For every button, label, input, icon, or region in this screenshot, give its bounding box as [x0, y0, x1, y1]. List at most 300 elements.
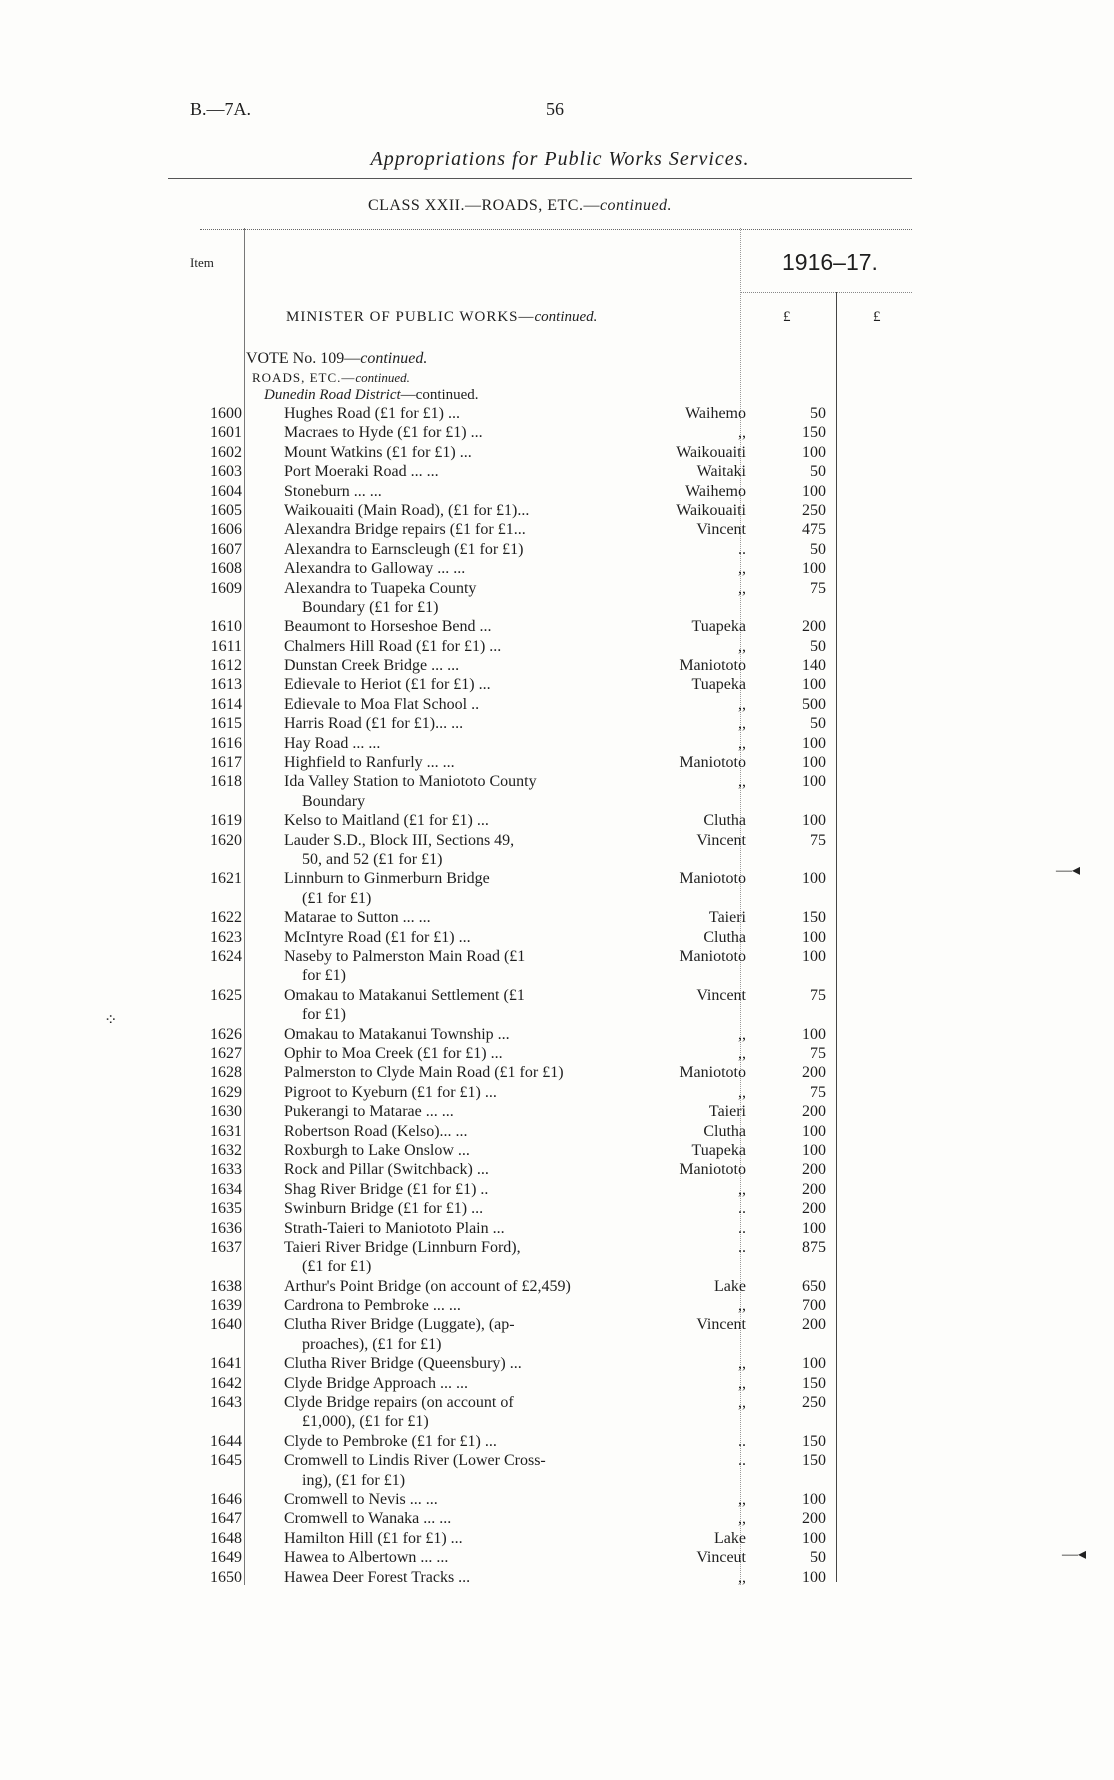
item-number: 1644	[210, 1432, 242, 1450]
county-district: Vinceut	[696, 1549, 746, 1567]
amount: 100	[802, 1122, 826, 1140]
road-name	[284, 559, 636, 578]
road-name	[284, 734, 636, 753]
table-row	[0, 579, 1114, 618]
road-name	[284, 462, 636, 481]
item-number: 1613	[210, 676, 242, 694]
table-row	[0, 1568, 1114, 1587]
road-name	[284, 1141, 636, 1160]
road-name-continuation: £1,000), (£1 for £1)	[302, 1413, 429, 1431]
table-row	[0, 559, 1114, 578]
table-row	[0, 1509, 1114, 1528]
road-name	[284, 1393, 636, 1432]
item-number: 1637	[210, 1238, 242, 1256]
road-name	[284, 501, 636, 520]
item-number: 1639	[210, 1297, 242, 1315]
table-row	[0, 1063, 1114, 1082]
road-name	[284, 908, 636, 927]
road-name	[284, 1083, 636, 1102]
county-district: ,,	[738, 1044, 746, 1062]
table-row	[0, 1296, 1114, 1315]
road-name	[284, 1374, 636, 1393]
amount: 100	[802, 1491, 826, 1509]
county-district: ,,	[738, 1180, 746, 1198]
road-name-line: Clutha River Bridge (Queensbury) ...	[284, 1355, 522, 1373]
road-name-continuation: (£1 for £1)	[302, 889, 372, 907]
item-number: 1606	[210, 521, 242, 539]
county-district: Maniototo	[679, 948, 746, 965]
item-number: 1623	[210, 928, 242, 946]
item-number: 1628	[210, 1064, 242, 1082]
amount: 100	[802, 870, 826, 888]
item-number: 1610	[210, 618, 242, 636]
road-name-line: Hay Road ... ...	[284, 734, 381, 752]
table-row	[0, 714, 1114, 733]
item-number: 1631	[210, 1122, 242, 1140]
county-district: ..	[738, 540, 746, 558]
road-name	[284, 986, 636, 1025]
road-name-continuation: Boundary (£1 for £1)	[302, 598, 439, 616]
road-name	[284, 1296, 636, 1315]
table-row	[0, 1102, 1114, 1121]
item-number: 1604	[210, 482, 242, 500]
road-name	[284, 1490, 636, 1509]
vote-heading-continued: continued.	[360, 350, 428, 367]
pound-sign-column-1: £	[783, 309, 791, 325]
road-name-line: Alexandra to Galloway ... ...	[284, 560, 466, 578]
item-number: 1642	[210, 1374, 242, 1392]
amount: 50	[810, 715, 826, 733]
item-number: 1607	[210, 540, 242, 558]
year-header-rule	[740, 292, 912, 293]
amount: 140	[802, 657, 826, 675]
road-name-continuation: 50, and 52 (£1 for £1)	[302, 851, 443, 869]
county-district: Tuapeka	[691, 676, 746, 694]
road-name-line: Ida Valley Station to Maniototo County	[284, 773, 537, 791]
road-name-continuation: for £1)	[302, 1006, 346, 1024]
amount: 500	[802, 695, 826, 713]
county-district: ,,	[738, 773, 746, 791]
table-row	[0, 928, 1114, 947]
amount: 100	[802, 1355, 826, 1373]
road-name-line: Port Moeraki Road ... ...	[284, 463, 439, 481]
table-row	[0, 540, 1114, 559]
road-name-line: Dunstan Creek Bridge ... ...	[284, 657, 460, 675]
road-name-continuation: ing), (£1 for £1)	[302, 1471, 406, 1489]
appropriation-table	[0, 404, 1114, 1587]
district-heading-name: Dunedin Road District	[264, 387, 401, 403]
road-name-line: Edievale to Moa Flat School ..	[284, 695, 480, 713]
road-name	[284, 869, 636, 908]
amount: 100	[802, 1219, 826, 1237]
road-name-line: Shag River Bridge (£1 for £1) ..	[284, 1180, 489, 1198]
roads-subheading-text: ROADS, ETC.—	[252, 370, 356, 385]
table-row	[0, 1083, 1114, 1102]
road-name-line: Ophir to Moa Creek (£1 for £1) ...	[284, 1044, 503, 1062]
amount: 150	[802, 1452, 826, 1470]
road-name-line: Rock and Pillar (Switchback) ...	[284, 1161, 489, 1179]
county-district: ,,	[738, 1374, 746, 1392]
table-row	[0, 1374, 1114, 1393]
item-number: 1617	[210, 754, 242, 772]
road-name	[284, 1025, 636, 1044]
amount: 50	[810, 463, 826, 481]
road-name	[284, 423, 636, 442]
amount: 50	[810, 1549, 826, 1567]
item-number: 1640	[210, 1316, 242, 1334]
road-name	[284, 1199, 636, 1218]
district-heading-continued: —continued.	[400, 387, 479, 403]
item-number: 1601	[210, 424, 242, 442]
table-row	[0, 675, 1114, 694]
table-row	[0, 986, 1114, 1025]
county-district: ,,	[738, 1491, 746, 1509]
county-district: Maniototo	[679, 1161, 746, 1179]
road-name-line: Hawea to Albertown ... ...	[284, 1549, 449, 1567]
table-row	[0, 423, 1114, 442]
road-name-line: Arthur's Point Bridge (on account of £2,459)	[284, 1277, 571, 1295]
year-column-header: 1916–17.	[782, 249, 878, 275]
county-district: Tuapeka	[691, 1141, 746, 1159]
county-district: ,,	[738, 1083, 746, 1101]
road-name-line: Clyde Bridge repairs (on account of	[284, 1394, 514, 1412]
road-name	[284, 1548, 636, 1567]
minister-heading-continued: continued.	[534, 309, 598, 325]
county-district: ,,	[738, 1510, 746, 1528]
road-name-line: Cardrona to Pembroke ... ...	[284, 1297, 461, 1315]
table-row	[0, 1432, 1114, 1451]
table-row	[0, 734, 1114, 753]
table-row	[0, 1548, 1114, 1567]
road-name-line: Clutha River Bridge (Luggate), (ap-	[284, 1316, 515, 1334]
item-number: 1636	[210, 1219, 242, 1237]
amount: 75	[810, 579, 826, 597]
county-district: ..	[738, 1452, 746, 1470]
item-number: 1638	[210, 1277, 242, 1295]
table-row	[0, 1451, 1114, 1490]
item-number: 1622	[210, 909, 242, 927]
item-number: 1612	[210, 657, 242, 675]
amount: 100	[802, 482, 826, 500]
item-number: 1602	[210, 443, 242, 461]
road-name-continuation: (£1 for £1)	[302, 1258, 372, 1276]
item-number: 1600	[210, 405, 242, 422]
road-name-line: Lauder S.D., Block III, Sections 49,	[284, 831, 515, 849]
county-district: Waikouaiti	[676, 443, 746, 461]
table-row	[0, 831, 1114, 870]
item-column-header: Item	[190, 255, 214, 270]
road-name-line: Highfield to Ranfurly ... ...	[284, 754, 455, 772]
county-district: Waitaki	[696, 463, 746, 481]
road-name	[284, 1509, 636, 1528]
county-district: Waihemo	[685, 482, 746, 500]
road-name	[284, 404, 636, 423]
item-number: 1615	[210, 715, 242, 733]
amount: 250	[802, 1394, 826, 1412]
table-row	[0, 1122, 1114, 1141]
amount: 875	[802, 1238, 826, 1256]
amount: 100	[802, 676, 826, 694]
road-name	[284, 1102, 636, 1121]
county-district: Maniototo	[679, 657, 746, 675]
county-district: Clutha	[703, 812, 746, 830]
county-district: Waihemo	[685, 405, 746, 422]
county-district: Tuapeka	[691, 618, 746, 636]
county-district: Clutha	[703, 928, 746, 946]
item-number: 1626	[210, 1025, 242, 1043]
item-number: 1616	[210, 734, 242, 752]
amount: 100	[802, 812, 826, 830]
road-name	[284, 1529, 636, 1548]
road-name-continuation: for £1)	[302, 967, 346, 985]
amount: 200	[802, 1316, 826, 1334]
class-heading-text: CLASS XXII.—ROADS, ETC.—	[367, 197, 600, 214]
item-number: 1630	[210, 1103, 242, 1121]
table-row	[0, 1277, 1114, 1296]
vote-heading-text: VOTE No. 109—	[246, 350, 361, 367]
road-name-continuation: Boundary	[302, 792, 366, 810]
road-name-line: McIntyre Road (£1 for £1) ...	[284, 928, 471, 946]
amount: 100	[802, 928, 826, 946]
table-row	[0, 617, 1114, 636]
item-number: 1619	[210, 812, 242, 830]
county-district: ,,	[738, 637, 746, 655]
item-number: 1609	[210, 579, 242, 597]
county-district: Waikouaiti	[676, 501, 746, 519]
county-district: ,,	[738, 1025, 746, 1043]
county-district: ,,	[738, 1394, 746, 1412]
road-name	[284, 1315, 636, 1354]
amount: 50	[810, 405, 826, 422]
county-district: Taieri	[708, 1103, 746, 1121]
amount: 75	[810, 1044, 826, 1062]
item-number: 1633	[210, 1161, 242, 1179]
table-row	[0, 1219, 1114, 1238]
road-name-line: Kelso to Maitland (£1 for £1) ...	[284, 812, 489, 830]
road-name-line: Clyde Bridge Approach ... ...	[284, 1374, 468, 1392]
road-name	[284, 443, 636, 462]
table-row	[0, 1199, 1114, 1218]
amount: 100	[802, 1025, 826, 1043]
road-name	[284, 520, 636, 539]
amount: 100	[802, 734, 826, 752]
road-name	[284, 947, 636, 986]
district-heading	[264, 387, 479, 404]
road-name-line: Mount Watkins (£1 for £1) ...	[284, 443, 472, 461]
road-name-line: Alexandra to Earnscleugh (£1 for £1)	[284, 540, 524, 558]
item-number: 1627	[210, 1044, 242, 1062]
road-name-line: Matarae to Sutton ... ...	[284, 909, 431, 927]
road-name-line: Cromwell to Nevis ... ...	[284, 1491, 438, 1509]
item-number: 1605	[210, 501, 242, 519]
county-district: ,,	[738, 1297, 746, 1315]
road-name	[284, 1451, 636, 1490]
table-row	[0, 1490, 1114, 1509]
item-number: 1624	[210, 948, 242, 965]
road-name	[284, 753, 636, 772]
table-top-rule	[200, 229, 912, 230]
table-row	[0, 656, 1114, 675]
margin-arrow-mark: —◂	[1056, 862, 1081, 879]
road-name	[284, 579, 636, 618]
road-name	[284, 831, 636, 870]
class-heading-continued: continued.	[599, 197, 673, 214]
county-district: ,,	[738, 1355, 746, 1373]
title-rule	[168, 178, 912, 179]
table-row	[0, 637, 1114, 656]
road-name	[284, 656, 636, 675]
county-district: Lake	[714, 1277, 746, 1295]
road-name-line: Chalmers Hill Road (£1 for £1) ...	[284, 637, 502, 655]
road-name	[284, 695, 636, 714]
page-title: Appropriations for Public Works Services.	[370, 148, 750, 170]
item-number: 1618	[210, 773, 242, 791]
road-name-line: Stoneburn ... ...	[284, 482, 382, 500]
table-row	[0, 1160, 1114, 1179]
amount: 200	[802, 1200, 826, 1218]
table-row	[0, 1354, 1114, 1373]
road-name-continuation: proaches), (£1 for £1)	[302, 1335, 442, 1353]
item-number: 1625	[210, 986, 242, 1004]
amount: 150	[802, 424, 826, 442]
county-district: ,,	[738, 734, 746, 752]
item-number: 1603	[210, 463, 242, 481]
road-name-line: Clyde to Pembroke (£1 for £1) ...	[284, 1432, 497, 1450]
road-name-line: Palmerston to Clyde Main Road (£1 for £1)	[284, 1064, 564, 1082]
road-name	[284, 811, 636, 830]
county-district: ,,	[738, 715, 746, 733]
road-name-line: Strath-Taieri to Maniototo Plain ...	[284, 1219, 505, 1237]
item-number: 1614	[210, 695, 242, 713]
amount: 200	[802, 1064, 826, 1082]
county-district: Clutha	[703, 1122, 746, 1140]
road-name	[284, 617, 636, 636]
item-number: 1643	[210, 1394, 242, 1412]
item-number: 1646	[210, 1491, 242, 1509]
county-district: ,,	[738, 1568, 746, 1586]
table-row	[0, 482, 1114, 501]
table-row	[0, 501, 1114, 520]
amount: 100	[802, 1141, 826, 1159]
item-number: 1650	[210, 1568, 242, 1586]
road-name-line: Linnburn to Ginmerburn Bridge	[284, 870, 490, 888]
table-row	[0, 947, 1114, 986]
road-name	[284, 637, 636, 656]
minister-heading-text: MINISTER OF PUBLIC WORKS—	[286, 309, 535, 325]
county-district: Taieri	[708, 909, 746, 927]
amount: 50	[810, 637, 826, 655]
item-number: 1635	[210, 1200, 242, 1218]
item-number: 1621	[210, 870, 242, 888]
county-district: Maniototo	[679, 754, 746, 772]
amount: 75	[810, 986, 826, 1004]
class-heading	[260, 197, 780, 215]
amount: 700	[802, 1297, 826, 1315]
table-row	[0, 1315, 1114, 1354]
road-name-line: Macraes to Hyde (£1 for £1) ...	[284, 424, 483, 442]
item-number: 1634	[210, 1180, 242, 1198]
table-row	[0, 772, 1114, 811]
table-row	[0, 1141, 1114, 1160]
item-number: 1645	[210, 1452, 242, 1470]
county-district: ..	[738, 1432, 746, 1450]
amount: 100	[802, 948, 826, 965]
amount: 250	[802, 501, 826, 519]
amount: 75	[810, 1083, 826, 1101]
county-district: ,,	[738, 424, 746, 442]
item-number: 1647	[210, 1510, 242, 1528]
road-name	[284, 1277, 636, 1296]
county-district: ..	[738, 1219, 746, 1237]
table-row	[0, 811, 1114, 830]
amount: 200	[802, 1180, 826, 1198]
county-district: ,,	[738, 560, 746, 578]
table-row	[0, 462, 1114, 481]
road-name-line: Omakau to Matakanui Township ...	[284, 1025, 510, 1043]
road-name-line: Hughes Road (£1 for £1) ...	[284, 405, 460, 422]
road-name	[284, 1063, 636, 1082]
table-row	[0, 1025, 1114, 1044]
roads-subheading-continued: continued.	[355, 370, 410, 385]
amount: 100	[802, 443, 826, 461]
item-number: 1608	[210, 560, 242, 578]
pound-sign-column-2: £	[873, 309, 881, 325]
table-row	[0, 695, 1114, 714]
item-number: 1629	[210, 1083, 242, 1101]
amount: 100	[802, 754, 826, 772]
amount: 150	[802, 1374, 826, 1392]
document-reference: B.—7A.	[190, 99, 252, 119]
road-name	[284, 1219, 636, 1238]
amount: 150	[802, 909, 826, 927]
road-name	[284, 1238, 636, 1277]
road-name-line: Naseby to Palmerston Main Road (£1	[284, 948, 526, 965]
table-row	[0, 1180, 1114, 1199]
road-name	[284, 1044, 636, 1063]
amount: 100	[802, 560, 826, 578]
road-name	[284, 1568, 636, 1587]
amount: 200	[802, 618, 826, 636]
vote-heading	[246, 350, 427, 368]
road-name-line: Swinburn Bridge (£1 for £1) ...	[284, 1200, 484, 1218]
table-row	[0, 1238, 1114, 1277]
margin-blot-mark: ⁘	[104, 1012, 118, 1029]
road-name-line: Edievale to Heriot (£1 for £1) ...	[284, 676, 491, 694]
road-name-line: Alexandra Bridge repairs (£1 for £1...	[284, 521, 526, 539]
table-row	[0, 520, 1114, 539]
road-name-line: Pigroot to Kyeburn (£1 for £1) ...	[284, 1083, 497, 1101]
item-number: 1641	[210, 1355, 242, 1373]
amount: 150	[802, 1432, 826, 1450]
amount: 200	[802, 1510, 826, 1528]
amount: 650	[802, 1277, 826, 1295]
table-row	[0, 1393, 1114, 1432]
page-number: 56	[546, 99, 564, 119]
table-row	[0, 1044, 1114, 1063]
road-name	[284, 772, 636, 811]
amount: 100	[802, 773, 826, 791]
county-district: Vincent	[696, 986, 746, 1004]
table-row	[0, 1529, 1114, 1548]
table-row	[0, 869, 1114, 908]
road-name-line: Harris Road (£1 for £1)... ...	[284, 715, 464, 733]
road-name-line: Alexandra to Tuapeka County	[284, 579, 477, 597]
road-name-line: Robertson Road (Kelso)... ...	[284, 1122, 468, 1140]
amount: 75	[810, 831, 826, 849]
road-name	[284, 675, 636, 694]
amount: 200	[802, 1161, 826, 1179]
road-name-line: Hamilton Hill (£1 for £1) ...	[284, 1529, 463, 1547]
